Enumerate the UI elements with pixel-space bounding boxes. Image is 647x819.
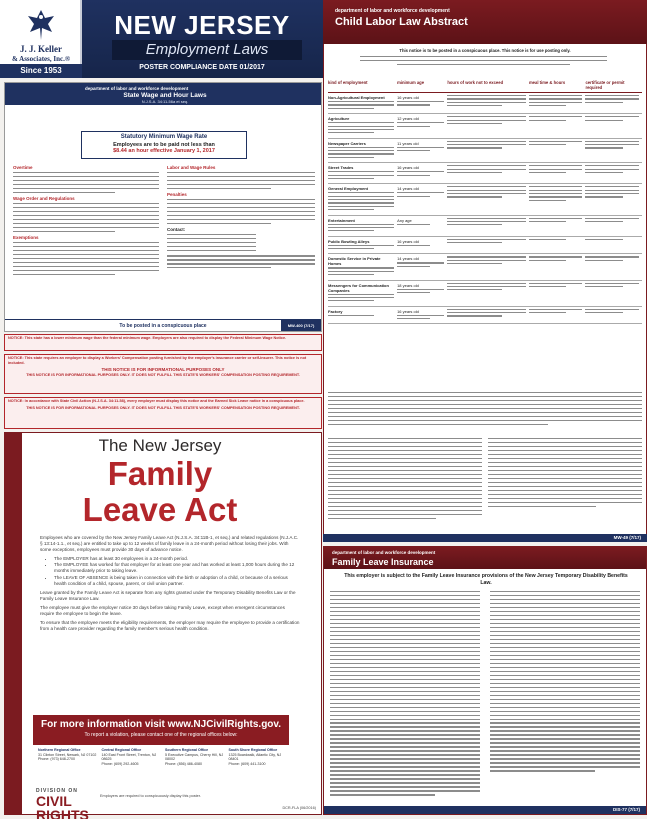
- child-labor-cell: [529, 256, 586, 277]
- child-labor-row: [328, 93, 642, 114]
- child-labor-kind: Newspaper Carriers: [328, 140, 366, 146]
- child-labor-age: 11 years old: [397, 140, 419, 146]
- civil-rights-logo: DIVISION ON CIVIL RIGHTS: [36, 788, 89, 819]
- wage-order-heading: Wage Order and Regulations: [13, 195, 75, 201]
- child-labor-cell: [529, 165, 586, 181]
- child-labor-rows: [328, 93, 642, 324]
- child-labor-table-header: kind of employment minimum age hours of work not to exceed meal time & hours certificate or permit required: [328, 80, 642, 93]
- labor-wage-rules-heading: Labor and Wage Rules: [167, 165, 216, 170]
- fli-dept: department of labor and workforce development: [332, 550, 436, 555]
- child-labor-age: 14 years old: [397, 256, 419, 262]
- fla-title-leave-act: Leave Act: [82, 491, 238, 528]
- child-labor-title: Child Labor Law Abstract: [335, 16, 468, 28]
- fli-title: Family Leave Insurance: [332, 557, 434, 567]
- fla-body: [40, 535, 300, 635]
- wage-hour-title: State Wage and Hour Laws: [123, 92, 207, 99]
- wage-hour-statute: N.J.S.A. 34:11-56a et seq.: [141, 99, 189, 104]
- child-labor-row: [328, 216, 642, 237]
- child-labor-age: 18 years old: [397, 282, 419, 288]
- since-badge: Since 1953: [0, 64, 82, 78]
- child-labor-cell: [447, 218, 529, 234]
- child-labor-age: 14 years old: [397, 186, 419, 192]
- child-labor-cell: [328, 218, 397, 234]
- fli-code: DIS-77 (7/17): [612, 807, 640, 812]
- fla-side-bar: [4, 432, 22, 815]
- child-labor-kind: Street Trades: [328, 165, 354, 171]
- child-labor-footnotes: [328, 392, 642, 428]
- child-labor-footer: [323, 534, 647, 542]
- child-labor-cell: [447, 116, 529, 136]
- child-labor-kind: Domestic Service in Private Homes: [328, 256, 381, 267]
- child-labor-kind: Entertainment: [328, 217, 355, 223]
- civil-action-notice: NOTICE: In accordance with State Civil Action (N.J.S.A. 34:11-58), every employer must display this notice and the Earned Sick Leave notice in a conspicuous place. THIS NOTICE IS FOR INFORMATIONAL PURPOSES ONLY. IT DOES NOT FULFILL THIS STATE'S WORKERS' COMPENSATION POSTING REQUIREMENT.: [4, 397, 322, 429]
- family-leave-insurance-panel: [323, 546, 647, 815]
- child-labor-cell: [328, 283, 397, 304]
- fla-eligibility-list: [54, 556, 300, 586]
- wage-right-column: [167, 165, 315, 271]
- child-labor-cell: [529, 239, 586, 252]
- child-labor-cell: [529, 141, 586, 161]
- child-labor-cell: [397, 283, 447, 304]
- child-labor-cell: [397, 95, 447, 111]
- child-labor-cell: [397, 218, 447, 234]
- child-labor-cell: [397, 165, 447, 181]
- child-labor-cell: [328, 116, 397, 136]
- child-labor-cell: [397, 256, 447, 277]
- child-labor-header: [323, 0, 647, 44]
- child-labor-cell: [585, 283, 642, 304]
- child-labor-cell: [447, 165, 529, 181]
- fla-bullet1: • The EMPLOYER has at least 30 employees in a 24-month period.: [54, 556, 300, 562]
- child-labor-cell: [529, 218, 586, 234]
- penalties-heading: Penalties: [167, 191, 187, 197]
- child-labor-intro: This notice is to be posted in a conspicuous place. This notice is for use posting only.: [399, 48, 571, 53]
- fli-header: [324, 547, 646, 569]
- child-labor-cell: [447, 256, 529, 277]
- child-labor-cell: [585, 309, 642, 322]
- child-labor-cell: [585, 256, 642, 277]
- child-labor-cell: [585, 95, 642, 111]
- overtime-heading: Overtime: [13, 165, 33, 170]
- minimum-wage-title: Statutory Minimum Wage Rate: [120, 134, 208, 140]
- exemptions-heading: Exemptions: [13, 234, 39, 240]
- wage-hour-panel: [4, 82, 322, 332]
- child-labor-kind: Public Bowling Alleys: [328, 238, 370, 244]
- child-labor-cell: [328, 95, 397, 111]
- child-labor-cell: [447, 309, 529, 322]
- child-labor-cell: [397, 141, 447, 161]
- contact-label: Contact:: [167, 226, 186, 232]
- fla-info-banner: [33, 715, 289, 745]
- office-south-shore: South Shore Regional Office 1325 Boardwalk, Atlantic City, NJ 08401 Phone: (609) 441-3100: [228, 748, 282, 766]
- child-labor-age: 16 years old: [397, 238, 419, 244]
- child-labor-kind: Non-Agricultural Employment: [328, 95, 385, 100]
- child-labor-age: 16 years old: [397, 165, 419, 171]
- fla-bullet2: • The EMPLOYEE has worked for that employer for at least one year and has worked at least 1,000 hours during the 12 months immediately prior to taking leave.: [54, 562, 300, 574]
- child-labor-cell: [447, 283, 529, 304]
- child-labor-cell: [529, 186, 586, 212]
- fli-right-column: [490, 591, 640, 774]
- child-labor-kind: Messengers for Communication Companies: [328, 282, 389, 293]
- wage-hour-dept: department of labor and workforce development: [85, 86, 189, 91]
- office-central: Central Regional Office 140 East Front Street, Trenton, NJ 08625 Phone: (609) 292-4605: [101, 748, 157, 766]
- fla-website[interactable]: For more information visit www.NJCivilRights.gov.: [40, 719, 282, 730]
- publisher-logo: [0, 0, 82, 78]
- child-labor-cell: [529, 95, 586, 111]
- minimum-wage-line1: Employees are to be paid not less than: [113, 142, 215, 148]
- child-labor-row: [328, 139, 642, 164]
- child-labor-cell: [529, 116, 586, 136]
- minimum-wage-box: [81, 131, 247, 159]
- wage-hour-post-note: To be posted in a conspicuous place: [119, 323, 207, 329]
- fla-title-line1: The New Jersey: [98, 436, 222, 455]
- fla-para1: Employees who are covered by the New Jersey Family Leave Act (N.J.S.A. 34:11B-1, et seq.) and related regulations (N.J.A.C. § 13:14-1.1., et seq.) are entitled to take up to 12 weeks of family leave in a 24-month period without losing their jobs. With some exceptions, employees must provide 30 days of advance notice.: [40, 535, 299, 553]
- fli-footer: [324, 806, 646, 814]
- minimum-wage-rate: $8.44 an hour effective January 1, 2017: [113, 148, 215, 154]
- child-labor-kind: Factory: [328, 308, 343, 314]
- state-title: NEW JERSEY: [114, 10, 290, 40]
- child-labor-code: MW-49 (7/17): [613, 535, 641, 540]
- wage-hour-form-code: MW-400 (7/17): [281, 320, 321, 332]
- child-labor-cell: [328, 256, 397, 277]
- federal-minimum-wage-notice: NOTICE: This state has a lower minimum wage than the federal minimum wage. Employers are also required to display the Federal Minimum Wage Notice.: [4, 334, 322, 351]
- regional-offices: [38, 748, 288, 766]
- child-labor-cell: [397, 239, 447, 252]
- child-labor-age: 16 years old: [397, 308, 419, 314]
- child-labor-row: [328, 281, 642, 307]
- fla-footer-note: Employers are required to conspicuously display this poster.: [100, 794, 201, 798]
- child-labor-cell: [397, 309, 447, 322]
- fli-heading: This employer is subject to the Family Leave Insurance provisions of the New Jersey Temporary Disability Benefits Law.: [344, 573, 628, 586]
- child-labor-row: [328, 114, 642, 139]
- workers-comp-notice: NOTICE: This state requires an employer to display a Workers' Compensation posting furnished by the employer's insurance carrier or self-insurer. This notice is not included. THIS NOTICE IS FOR INFORMATIONAL PURPOSES ONLY THIS NOTICE IS FOR INFORMATIONAL PURPOSES ONLY. IT DOES NOT FULFILL THIS STATE'S WORKERS' COMPENSATION POSTING REQUIREMENT.: [4, 354, 322, 394]
- child-labor-age: Any age: [397, 217, 412, 223]
- child-labor-left-notes: [328, 438, 482, 522]
- eagle-icon: [26, 8, 56, 42]
- child-labor-cell: [397, 186, 447, 212]
- child-labor-row: [328, 163, 642, 184]
- child-labor-cell: [529, 309, 586, 322]
- child-labor-row: [328, 254, 642, 280]
- child-labor-cell: [328, 141, 397, 161]
- child-labor-cell: [529, 283, 586, 304]
- fli-left-column: [330, 591, 480, 798]
- wage-hour-footer: [5, 319, 321, 331]
- child-labor-right-notes: [488, 438, 642, 510]
- child-labor-cell: [328, 186, 397, 212]
- fla-title-family: Family: [107, 455, 213, 492]
- fla-report-line: To report a violation, please contact one of the regional offices below:: [84, 732, 238, 738]
- child-labor-cell: [328, 165, 397, 181]
- office-northern: Northern Regional Office 31 Clinton Street, Newark, NJ 07102 Phone: (973) 648-2700: [38, 748, 97, 762]
- child-labor-kind: General Employment: [328, 186, 369, 192]
- child-labor-cell: [397, 116, 447, 136]
- fla-bullet3: • The LEAVE OF ABSENCE is being taken in connection with the birth or adoption of a child, or because of a serious health condition of a child, spouse, parent, or civil union partner.: [54, 575, 300, 587]
- brand-name: J. J. Keller & Associates, Inc.®: [11, 44, 71, 63]
- child-labor-intro-lines: [360, 56, 607, 68]
- wage-left-column: [13, 165, 159, 278]
- wage-hour-header: [5, 83, 321, 105]
- child-labor-cell: [447, 186, 529, 212]
- poster-subtitle: Employment Laws: [112, 40, 302, 60]
- child-labor-kind: Agriculture: [328, 116, 350, 122]
- child-labor-age: 16 years old: [397, 95, 419, 100]
- child-labor-row: [328, 307, 642, 325]
- child-labor-age: 12 years old: [397, 116, 419, 122]
- child-labor-cell: [447, 141, 529, 161]
- child-labor-dept: department of labor and workforce development: [335, 8, 450, 14]
- poster-compliance-date: POSTER COMPLIANCE DATE 01/2017: [139, 64, 265, 71]
- fla-para4: To ensure that the employee meets the eligibility requirements, the employer may require the employee to provide a certification from a health care provider regarding the family member's serious health condition.: [40, 620, 300, 632]
- child-labor-cell: [585, 116, 642, 136]
- child-labor-cell: [585, 141, 642, 161]
- child-labor-table: [328, 80, 642, 360]
- child-labor-cell: [585, 218, 642, 234]
- child-labor-cell: [447, 239, 529, 252]
- notices-area: [4, 334, 322, 430]
- child-labor-cell: [585, 239, 642, 252]
- child-labor-row: [328, 237, 642, 255]
- child-labor-cell: [328, 239, 397, 252]
- fla-para2: Leave granted by the Family Leave Act is separate from any rights granted under the Temporary Disability Benefits Law or the Family Leave Insurance Law.: [40, 589, 296, 601]
- child-labor-row: [328, 184, 642, 215]
- child-labor-cell: [447, 95, 529, 111]
- child-labor-cell: [585, 186, 642, 212]
- office-southern: Southern Regional Office 5 Executive Campus, Cherry Hill, NJ 08002 Phone: (856) 486-4080: [165, 748, 224, 766]
- fla-code: DCR-FLA (06/2016): [282, 806, 316, 810]
- child-labor-cell: [328, 309, 397, 322]
- child-labor-cell: [585, 165, 642, 181]
- fla-para3: The employee must give the employer notice 30 days before taking Family Leave, except when emergent circumstances require the employee to begin the leave.: [40, 604, 285, 617]
